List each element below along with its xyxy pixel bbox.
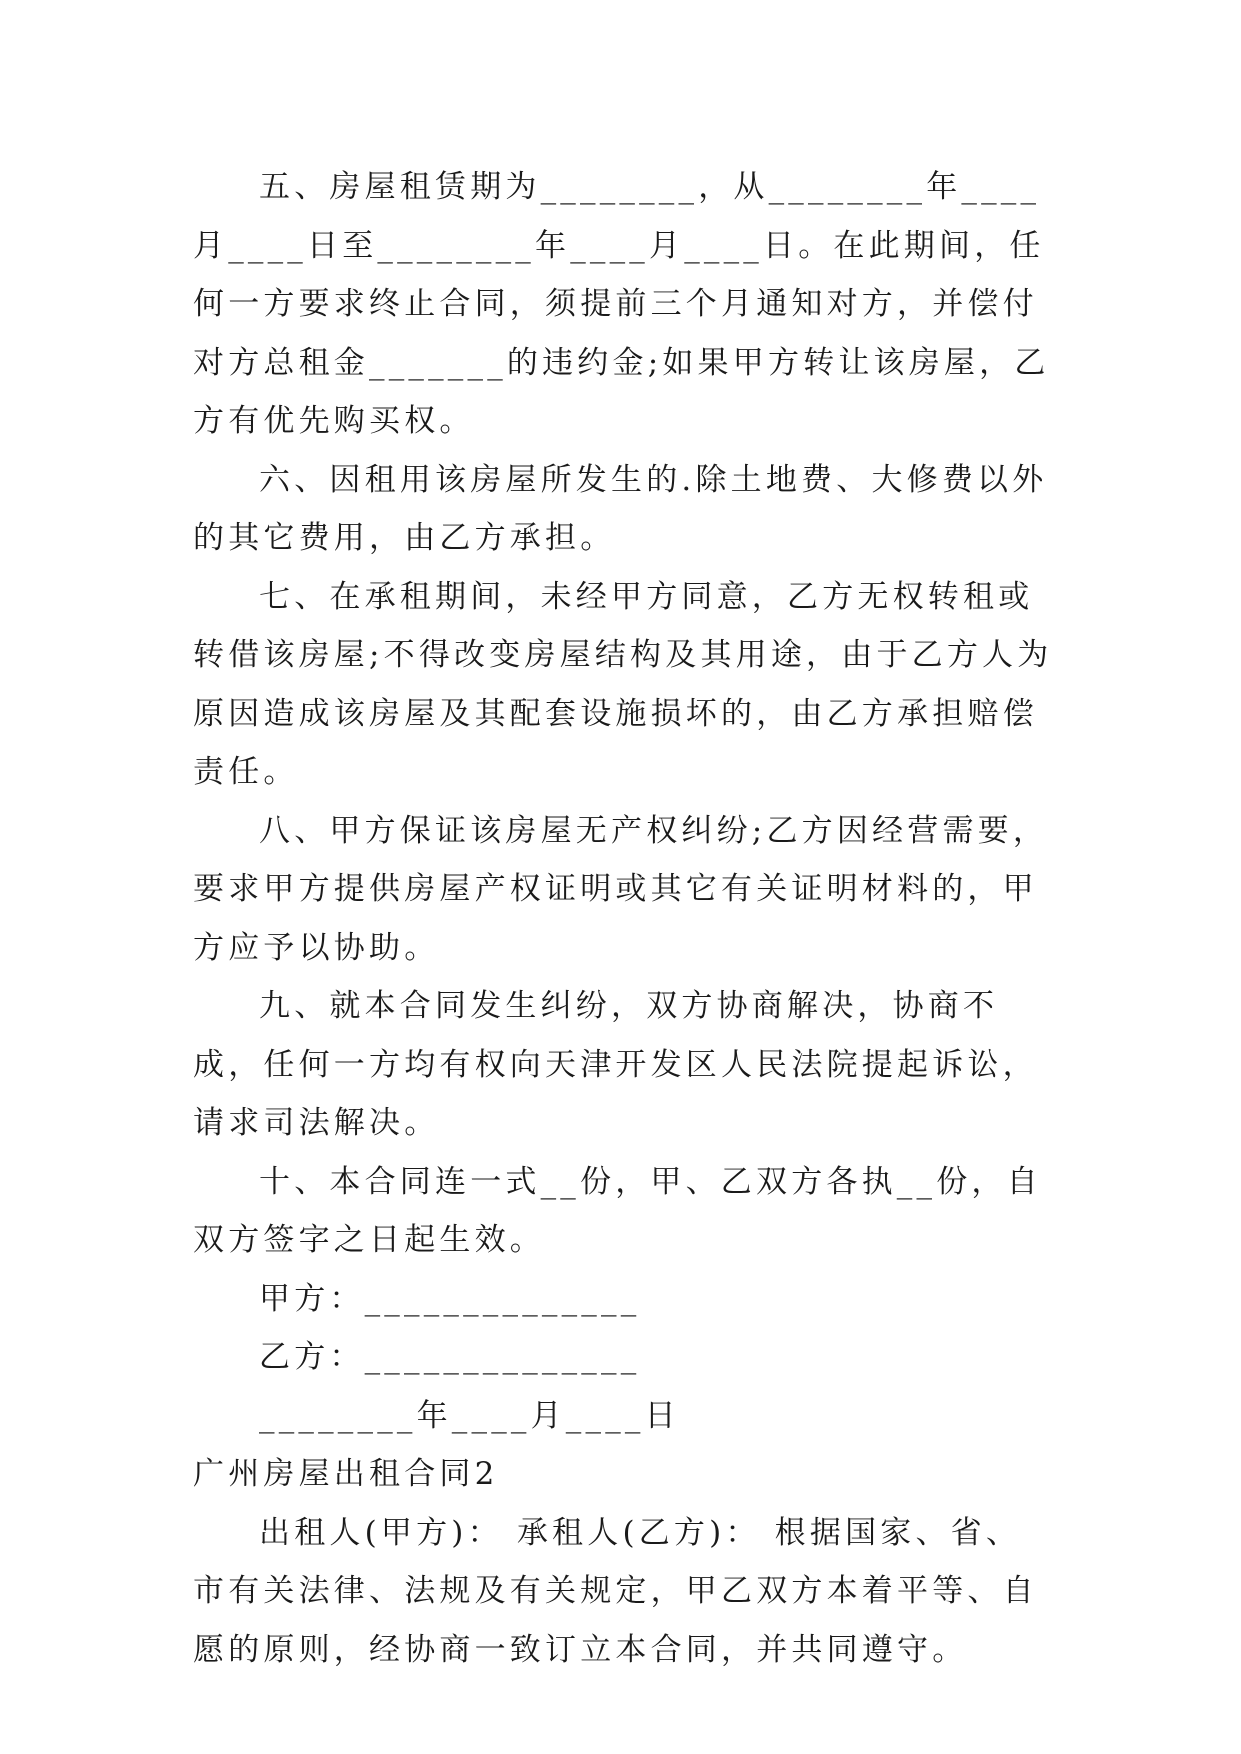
contract-intro: 出租人(甲方)： 承租人(乙方)： 根据国家、省、市有关法律、法规及有关规定，甲乙双方本着平等、自愿的原则，经协商一致订立本合同，并共同遵守。 [193, 1514, 1038, 1668]
clause-7: 七、在承租期间，未经甲方同意，乙方无权转租或转借该房屋;不得改变房屋结构及其用途，由于乙方人为原因造成该房屋及其配套设施损坏的，由乙方承担赔偿责任。 [193, 578, 1053, 790]
clause-5: 五、房屋租赁期为________，从________年____月____日至________年____月____日。在此期间，任何一方要求终止合同，须提前三个月通知对方，并偿付对方总租金_______的违约金;如果甲方转让该房屋，乙方有优先购买权。 [193, 169, 1050, 439]
section-heading: 广州房屋出租合同2 [193, 1456, 499, 1492]
clause-10: 十、本合同连一式__份，甲、乙双方各执__份，自双方签字之日起生效。 [193, 1163, 1042, 1258]
party-b-signature-line: 乙方：______________ [259, 1339, 641, 1375]
document-body [193, 158, 1055, 1679]
date-line: ________年____月____日 [259, 1397, 680, 1434]
party-a-signature-line: 甲方：______________ [259, 1280, 641, 1317]
clause-9: 九、就本合同发生纠纷，双方协商解决，协商不成，任何一方均有权向天津开发区人民法院提起诉讼，请求司法解决。 [193, 988, 1038, 1141]
clause-6: 六、因租用该房屋所发生的.除土地费、大修费以外的其它费用，由乙方承担。 [193, 461, 1048, 556]
clause-8: 八、甲方保证该房屋无产权纠纷;乙方因经营需要，要求甲方提供房屋产权证明或其它有关证明材料的，甲方应予以协助。 [193, 812, 1049, 966]
